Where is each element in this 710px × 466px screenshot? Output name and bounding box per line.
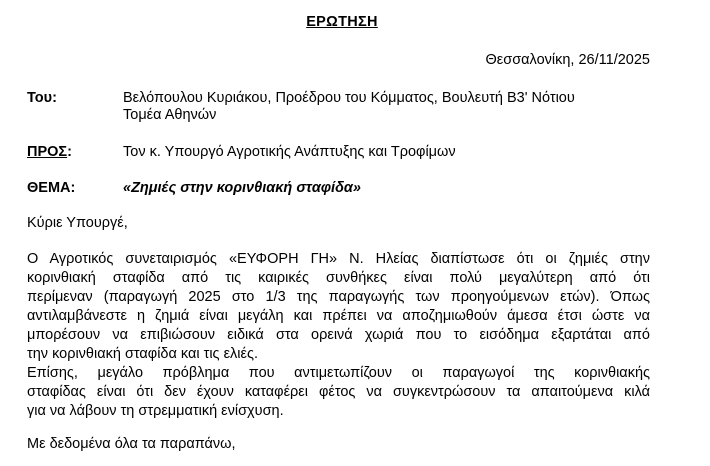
document-title: ΕΡΩΤΗΣΗ bbox=[306, 14, 378, 30]
paragraph-line: αντιλαμβάνεστε η ζημιά είναι μεγάλη και πρέπει να αποζημιωθούν άμεσα έτσι ώστε να bbox=[27, 308, 650, 324]
paragraph-line: σταφίδας είναι ότι δεν έχουν καταφέρει φέτος να συγκεντρώσουν τα απαιτούμενα κιλά bbox=[27, 384, 650, 400]
from-label: Του: bbox=[27, 90, 57, 106]
subject-label: ΘΕΜΑ: bbox=[27, 180, 76, 196]
salutation: Κύριε Υπουργέ, bbox=[27, 215, 128, 231]
to-label-group bbox=[27, 144, 72, 160]
paragraph-line: για να λάβουν τη στρεμματική ενίσχυση. bbox=[27, 403, 284, 419]
body-paragraph-1 bbox=[27, 250, 650, 364]
from-value-line1: Βελόπουλου Κυριάκου, Προέδρου του Κόμματος, Βουλευτή Β3' Νότιου bbox=[123, 90, 575, 106]
from-value-line2: Τομέα Αθηνών bbox=[123, 107, 217, 123]
paragraph-line: την κορινθιακή σταφίδα και τις ελιές. bbox=[27, 346, 258, 362]
paragraph-line: κορινθιακή σταφίδα από τις καιρικές συνθήκες είναι πολύ μεγαλύτερη από ότι bbox=[27, 270, 650, 286]
to-label: ΠΡΟΣ bbox=[27, 144, 68, 160]
paragraph-line: μπορέσουν να επιβιώσουν ειδικά στα ορεινά χωριά που το εισόδημα εξαρτάται από bbox=[27, 327, 650, 343]
date-line: Θεσσαλονίκη, 26/11/2025 bbox=[485, 52, 650, 68]
body-paragraph-2 bbox=[27, 364, 650, 421]
to-label-colon: : bbox=[67, 144, 72, 160]
closing-line: Με δεδομένα όλα τα παραπάνω, bbox=[27, 436, 236, 452]
paragraph-line: περίμεναν (παραγωγή 2025 στο 1/3 της παραγωγής των προηγούμενων ετών). Όπως bbox=[27, 289, 650, 305]
subject-value: «Ζημιές στην κορινθιακή σταφίδα» bbox=[123, 180, 361, 196]
to-value: Τον κ. Υπουργό Αγροτικής Ανάπτυξης και Τροφίμων bbox=[123, 144, 456, 160]
paragraph-line: Επίσης, μεγάλο πρόβλημα που αντιμετωπίζουν οι παραγωγοί της κορινθιακής bbox=[27, 365, 650, 381]
paragraph-line: Ο Αγροτικός συνεταιρισμός «ΕΥΦΟΡΗ ΓΗ» Ν. Ηλείας διαπίστωσε ότι οι ζημιές στην bbox=[27, 251, 650, 267]
